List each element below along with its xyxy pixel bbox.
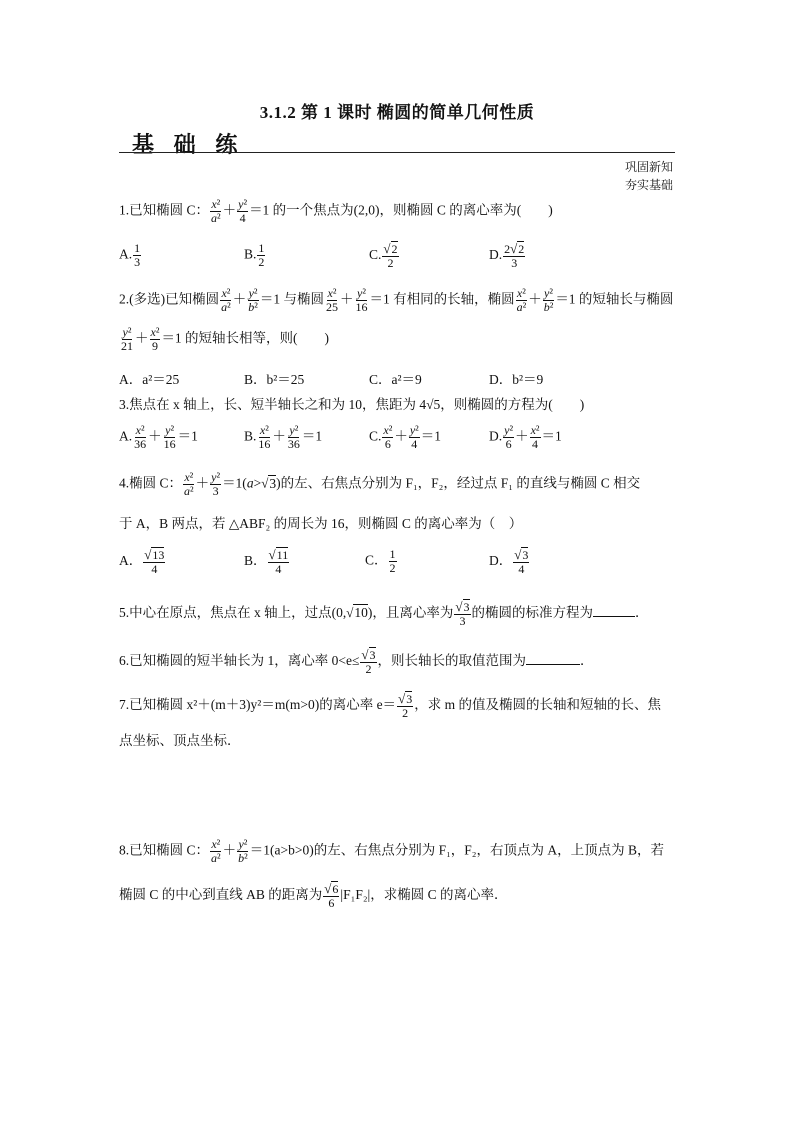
q4-option-c: C． $\frac{1}{2}$: [365, 547, 396, 575]
question-2-line-2: $\frac{\text{y²}}{21}$ ＋ $\frac{\text{x²}}{9}$ ＝1 的短轴长相等，则( ): [121, 325, 330, 353]
question-2: 2.(多选)已知椭圆 $\frac{\text{x²}}{\text{a²}}$ ＋ $\frac{\text{y²}}{\text{b²}}$ ＝1 与椭圆 $\frac{\text{x²}}{25}$ ＋ $\frac{\text{y²}}{16}$ ＝1 有相同的长轴，椭圆 $\frac{\text{x²}}{\text{a²}}$ ＋ $\frac{\text{y²}}{\text{b²}}$ ＝1 的短轴长与椭圆: [119, 286, 674, 314]
q4-option-d: D． $\frac{√3}{4}$: [489, 547, 529, 576]
q3-option-a: A. $\frac{\text{x²}}{36}$ ＋ $\frac{\text{y²}}{16}$ ＝1: [119, 423, 198, 451]
q2-option-d: D．b²＝9: [489, 372, 544, 387]
section-heading: 基 础 练: [132, 133, 244, 158]
question-8: 8.已知椭圆 C： $\frac{\text{x²}}{\text{a²}}$ ＋ $\frac{\text{y²}}{\text{b²}}$ ＝1(a>b>0)的左、右焦点分别为 F₁，F₂，右顶点为 A，上顶点为 B，若: [119, 837, 665, 865]
q2-option-a: A．a²＝25: [119, 372, 180, 387]
q3-option-b: B. $\frac{\text{x²}}{16}$ ＋ $\frac{\text{y²}}{36}$ ＝1: [244, 423, 323, 451]
q1-option-c: C. $\frac{√2}{2}$: [369, 241, 398, 270]
tag-line-2: 夯实基础: [624, 178, 673, 192]
q1-option-b: B. $\frac{1}{2}$: [244, 241, 265, 269]
answer-blank: [526, 652, 580, 665]
q1-option-d: D. $\frac{2√2}{3}$: [489, 241, 525, 270]
answer-blank: [593, 604, 635, 617]
q2-option-b: B．b²＝25: [244, 372, 305, 387]
tag-line-1: 巩固新知: [624, 160, 673, 174]
question-4-line-2: 于 A，B 两点，若 △ABF₂ 的周长为 16，则椭圆 C 的离心率为（ ）: [119, 516, 523, 531]
page-title: 3.1.2 第 1 课时 椭圆的简单几何性质: [259, 103, 535, 122]
question-8-line-2: 椭圆 C 的中心到直线 AB 的距离为 $\frac{√6}{6}$ |F₁F₂|，求椭圆 C 的离心率．: [119, 881, 508, 910]
question-6: 6.已知椭圆的短半轴长为 1，离心率 0<e≤ $\frac{√3}{2}$ ，则长轴长的取值范围为 ．: [119, 647, 594, 676]
question-7: 7.已知椭圆 x²＋(m＋3)y²＝m(m>0)的离心率 e＝ $\frac{√3}{2}$ ，求 m 的值及椭圆的长轴和短轴的长、焦: [119, 691, 661, 720]
question-3: 3.焦点在 x 轴上，长、短半轴长之和为 10，焦距为 4√5，则椭圆的方程为( ): [119, 397, 585, 412]
q4-option-a: A． $\frac{√13}{4}$: [119, 547, 165, 576]
q4-option-b: B． $\frac{√11}{4}$: [244, 547, 289, 576]
question-1: 1.已知椭圆 C： $\frac{\text{x²}}{\text{a²}}$ ＋ $\frac{\text{y²}}{4}$ ＝1 的一个焦点为(2,0)，则椭圆 C 的离心率为( ): [119, 197, 553, 225]
q2-option-c: C．a²＝9: [369, 372, 422, 387]
section-divider: [119, 152, 675, 153]
question-7-line-2: 点坐标、顶点坐标．: [119, 733, 241, 748]
question-4: 4.椭圆 C： $\frac{\text{x²}}{\text{a²}}$ ＋ $\frac{\text{y²}}{3}$ ＝1(a>√3)的左、右焦点分别为 F₁，F₂，经过点 F₁ 的直线与椭圆 C 相交: [119, 470, 641, 498]
q3-option-d: D. $\frac{\text{y²}}{6}$ ＋ $\frac{\text{x²}}{4}$ ＝1: [489, 423, 562, 451]
q3-option-c: C. $\frac{\text{x²}}{6}$ ＋ $\frac{\text{y²}}{4}$ ＝1: [369, 423, 442, 451]
question-5: 5.中心在原点，焦点在 x 轴上，过点(0,√10)，且离心率为 $\frac{√3}{3}$ 的椭圆的标准方程为 ．: [119, 599, 649, 628]
q1-option-a: A. $\frac{1}{3}$: [119, 241, 141, 269]
